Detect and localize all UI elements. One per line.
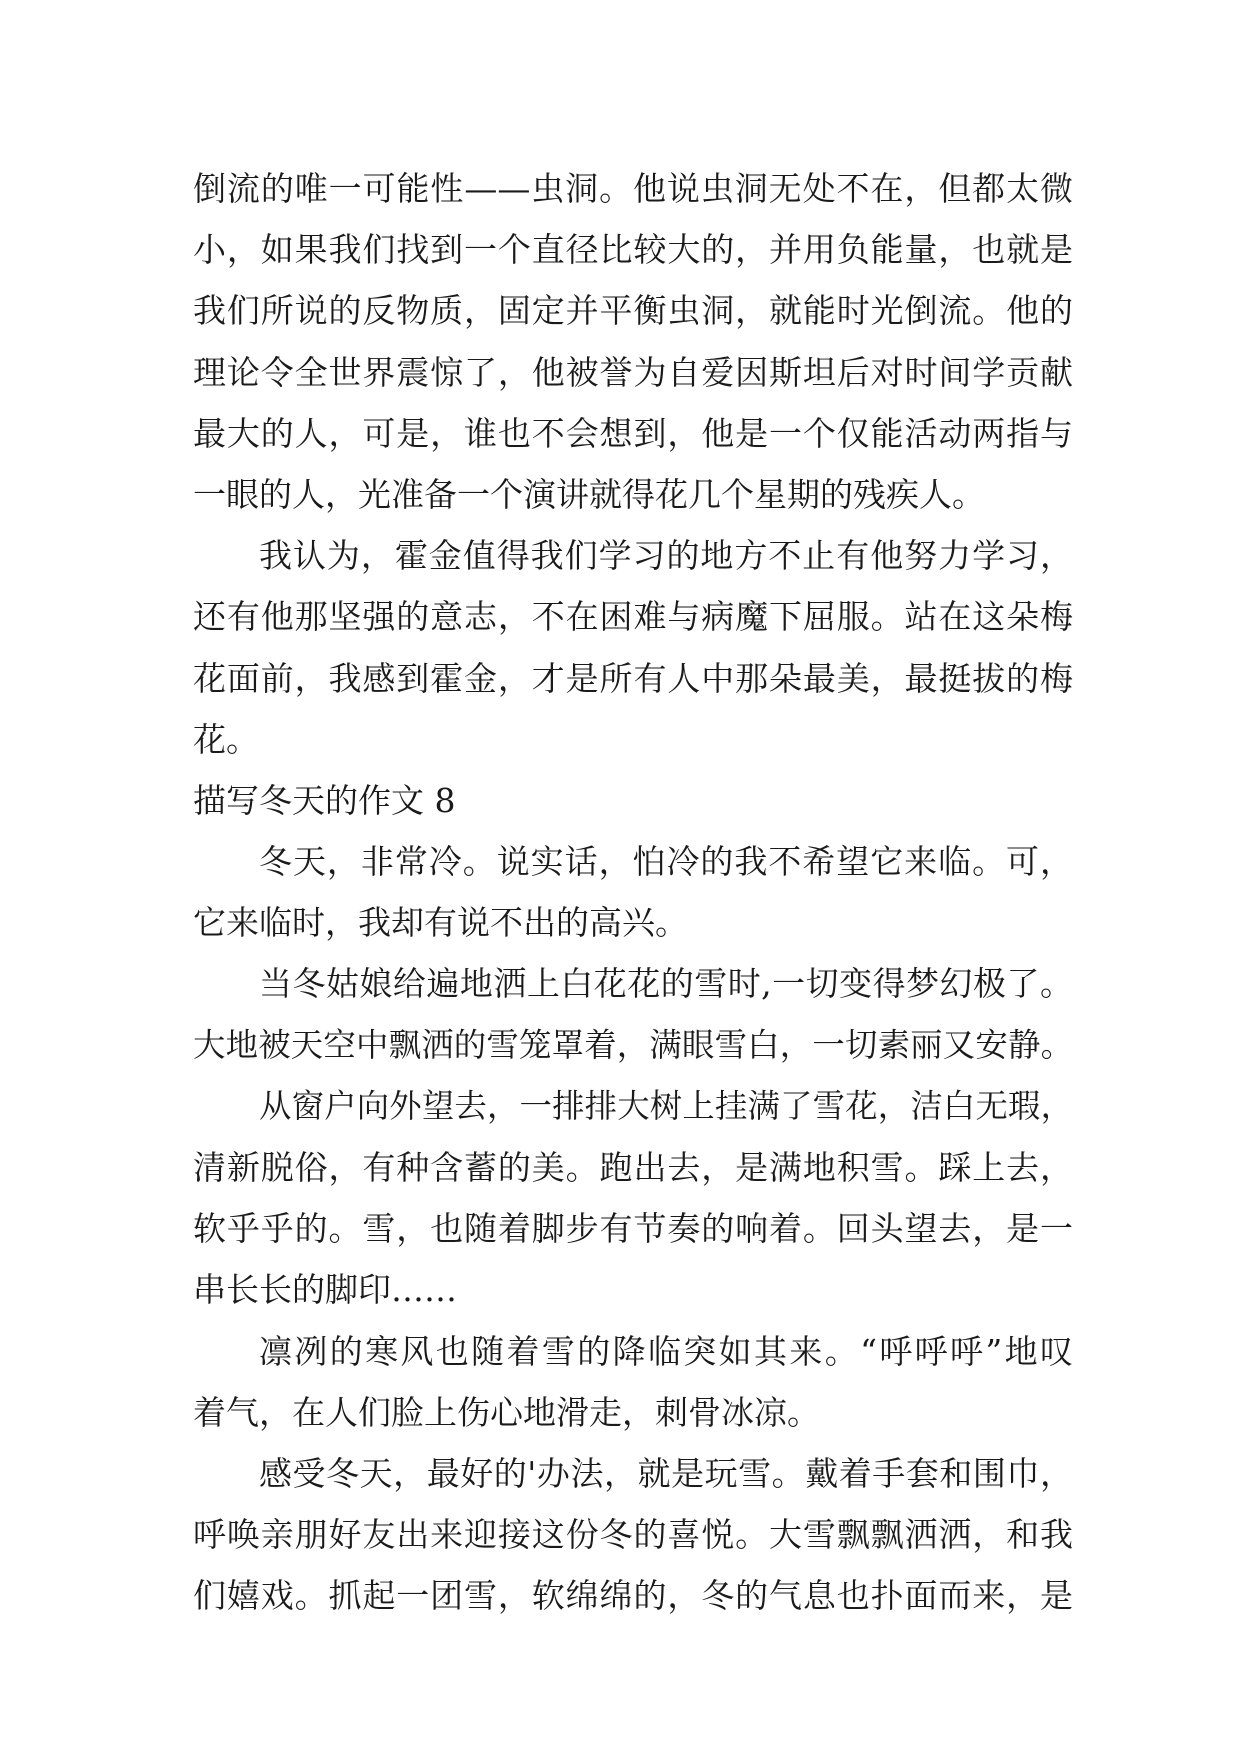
text-line: 冬天，非常冷。说实话，怕冷的我不希望它来临。可， bbox=[259, 842, 1073, 882]
text-line: 小，如果我们找到一个直径比较大的，并用负能量，也就是 bbox=[193, 230, 1073, 270]
text-line: 还有他那坚强的意志，不在困难与病魔下屈服。站在这朵梅 bbox=[193, 597, 1073, 637]
text-line: 们嬉戏。抓起一团雪，软绵绵的，冬的气息也扑面而来，是 bbox=[193, 1576, 1073, 1616]
text-line: 软乎乎的。雪，也随着脚步有节奏的响着。回头望去，是一 bbox=[193, 1209, 1073, 1249]
text-line: 倒流的唯一可能性——虫洞。他说虫洞无处不在，但都太微 bbox=[193, 169, 1073, 208]
document-body bbox=[193, 158, 1073, 1627]
text-line: 感受冬天，最好的'办法，就是玩雪。戴着手套和围巾， bbox=[259, 1453, 1073, 1493]
text-line: 最大的人，可是，谁也不会想到，他是一个仅能活动两指与 bbox=[193, 413, 1073, 453]
text-line: 清新脱俗，有种含蓄的美。跑出去，是满地积雪。踩上去， bbox=[193, 1148, 1073, 1187]
text-line: 花面前，我感到霍金，才是所有人中那朵最美，最挺拔的梅 bbox=[193, 658, 1073, 698]
text-line: 大地被天空中飘洒的雪笼罩着，满眼雪白，一切素丽又安静。 bbox=[193, 1025, 1073, 1064]
text-line: 着气，在人们脸上伤心地滑走，刺骨冰凉。 bbox=[193, 1392, 820, 1432]
text-line: 一眼的人，光准备一个演讲就得花几个星期的残疾人。 bbox=[193, 474, 985, 514]
text-line: 花。 bbox=[193, 719, 259, 759]
text-line: 从窗户向外望去，一排排大树上挂满了雪花，洁白无瑕， bbox=[259, 1086, 1073, 1125]
text-line: 串长长的脚印…… bbox=[193, 1270, 457, 1310]
text-line: 呼唤亲朋好友出来迎接这份冬的喜悦。大雪飘飘洒洒，和我 bbox=[193, 1515, 1073, 1555]
text-line: 当冬姑娘给遍地洒上白花花的雪时,一切变得梦幻极了。 bbox=[259, 964, 1073, 1004]
section-heading: 描写冬天的作文 8 bbox=[193, 780, 456, 820]
text-line: 我认为，霍金值得我们学习的地方不止有他努力学习， bbox=[259, 536, 1073, 576]
text-line: 理论令全世界震惊了，他被誉为自爱因斯坦后对时间学贡献 bbox=[193, 352, 1073, 392]
text-line: 凛冽的寒风也随着雪的降临突如其来。“呼呼呼”地叹 bbox=[259, 1331, 1073, 1371]
text-line: 它来临时，我却有说不出的高兴。 bbox=[193, 903, 688, 943]
text-line: 我们所说的反物质，固定并平衡虫洞，就能时光倒流。他的 bbox=[193, 291, 1073, 331]
